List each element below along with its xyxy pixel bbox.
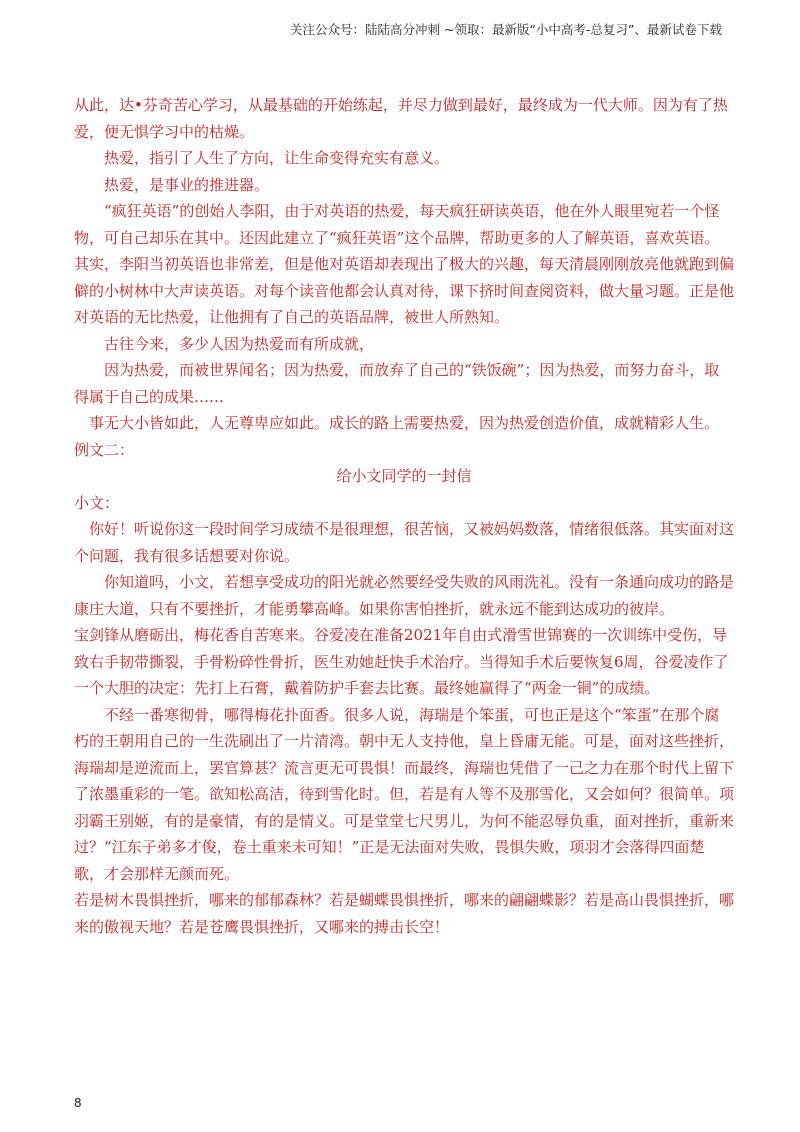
paragraph: 热爱，是事业的推进器。 — [104, 175, 270, 194]
paragraph: 若是树木畏惧挫折，哪来的郁郁森林？若是蝴蝶畏惧挫折，哪来的翩翩蝶影？若是高山畏惧挫折，哪来的傲视天地？若是苍鹰畏惧挫折，又哪来的搏击长空！ — [74, 891, 735, 936]
paragraph: “疯狂英语”的创始人李阳，由于对英语的热爱，每天疯狂研读英语，他在外人眼里宛若一个怪物，可自己却乐在其中。还因此建立了“疯狂英语”这个品牌，帮助更多的人了解英语，喜欢英语。其实，李阳当初英语也非常差，但是他对英语却表现出了极大的兴趣，每天清晨刚刚放亮他就跑到偏僻的小树林中大声读英语。对每个读音他都会认真对待，课下挤时间查阅资料，做大量习题。正是他对英语的无比热爱，让他拥有了自己的英语品牌，被世人所熟知。 — [74, 202, 735, 326]
paragraph: 你知道吗，小文，若想享受成功的阳光就必然要经受失败的风雨洗礼。没有一条通向成功的路是康庄大道，只有不要挫折，才能勇攀高峰。如果你害怕挫折，就永远不能到达成功的彼岸。 — [74, 573, 735, 618]
paragraph: 你好！听说你这一段时间学习成绩不是很理想，很苦恼，又被妈妈数落，情绪很低落。其实面对这个问题，我有很多话想要对你说。 — [74, 520, 735, 565]
document-body — [74, 92, 734, 940]
paragraph: 古往今来，多少人因为热爱而有所成就， — [104, 334, 375, 353]
paragraph: 宝剑锋从磨砺出，梅花香自苦寒来。谷爱凌在准备2021年自由式滑雪世锦赛的一次训练中受伤，导致右手韧带撕裂，手骨粉碎性骨折，医生劝她赶快手术治疗。当得知手术后要恢复6周，谷爱凌作了一个大胆的决定：先打上石膏，戴着防护手套去比赛。最终她赢得了“两金一铜”的成绩。 — [74, 626, 729, 697]
letter-title: 给小文同学的一封信 — [336, 467, 472, 485]
paragraph: 事无大小皆如此，人无尊卑应如此。成长的路上需要热爱，因为热爱创造价值，成就精彩人生。 — [89, 414, 720, 432]
page-header: 关注公众号：陆陆高分冲刺 ~领取：最新版“小中高考-总复习”、最新试卷下载 — [290, 22, 722, 37]
section-label: 例文二： — [74, 440, 135, 459]
paragraph: 因为热爱，而被世界闻名；因为热爱，而放弃了自己的“铁饭碗”；因为热爱，而努力奋斗，取得属于自己的成果…… — [74, 361, 720, 406]
paragraph: 热爱，指引了人生了方向，让生命变得充实有意义。 — [104, 149, 450, 167]
page-number: 8 — [74, 1096, 82, 1110]
paragraph: 从此，达•芬奇苦心学习，从最基础的开始练起，并尽力做到最好，最终成为一代大师。因为有了热爱，便无惧学习中的枯燥。 — [74, 96, 728, 141]
paragraph: 不经一番寒彻骨，哪得梅花扑面香。很多人说，海瑞是个笨蛋，可也正是这个“笨蛋”在那个腐朽的王朝用自己的一生洗刷出了一片清湾。朝中无人支持他，皇上昏庸无能。可是，面对这些挫折，海瑞却是逆流而上，罢官算甚？流言更无可畏惧！而最终，海瑞也凭借了一己之力在那个时代上留下了浓墨重彩的一笔。欲知松高洁，待到雪化时。但，若是有人等不及那雪化，又会如何？很简单。项羽霸王别姬，有的是豪情，有的是情义。可是堂堂七尺男儿，为何不能忍辱负重，面对挫折，重新来过？“江东子弟多才俊，卷土重来未可知！”正是无法面对失败，畏惧失败，项羽才会落得四面楚歌，才会那样无颜而死。 — [74, 705, 735, 883]
salutation: 小文： — [74, 493, 120, 512]
